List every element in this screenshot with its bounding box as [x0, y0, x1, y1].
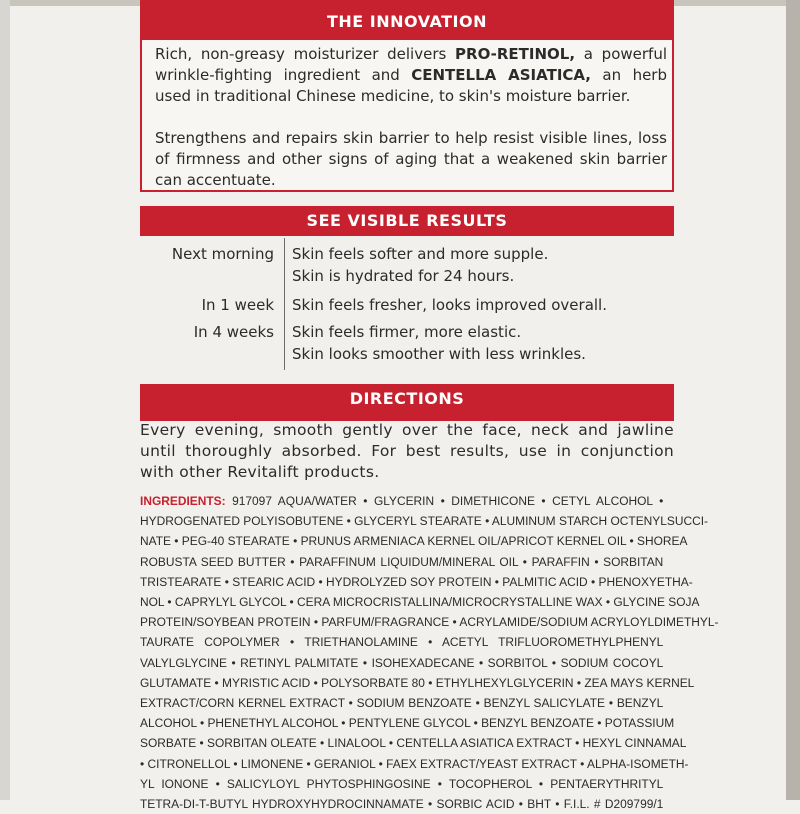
- ingredients-line: TRISTEARATE • STEARIC ACID • HYDROLYZED SOY PROTEIN • PALMITIC ACID • PHENOXYETHA-: [140, 574, 693, 589]
- ingredients-line: EXTRACT/CORN KERNEL EXTRACT • SODIUM BENZOATE • BENZYL SALICYLATE • BENZYL: [140, 696, 664, 711]
- results-banner: [140, 206, 674, 236]
- centella-asiatica-highlight: CENTELLA ASIATICA,: [411, 66, 591, 84]
- innovation-text-1: Rich, non-greasy moisturizer delivers: [155, 45, 456, 63]
- innovation-text-2: a powerful wrinkle-fighting ingredient and: [155, 45, 667, 84]
- ingredients-list: [140, 491, 719, 814]
- ingredients-line: [140, 491, 663, 511]
- ingredients-line: YL IONONE • SALICYLOYL PHYTOSPHINGOSINE • TOCOPHEROL • PENTAERYTHRITYL: [140, 776, 664, 791]
- ingredients-line: PROTEIN/SOYBEAN PROTEIN • PARFUM/FRAGRANCE • ACRYLAMIDE/SODIUM ACRYLOYLDIMETHYL-: [140, 615, 719, 630]
- directions-title: DIRECTIONS: [349, 389, 465, 408]
- directions-text: Every evening, smooth gently over the face, neck and jawline until thoroughly absorbed. For best results, use in conjunction with other Revitalift products.: [140, 421, 674, 481]
- innovation-banner: [140, 0, 674, 40]
- ingredients-label: INGREDIENTS:: [140, 494, 226, 508]
- ingredients-line: HYDROGENATED POLYISOBUTENE • GLYCERYL STEARATE • ALUMINUM STARCH OCTENYLSUCCI-: [140, 514, 709, 529]
- results-divider: [284, 238, 285, 370]
- innovation-text-3: an herb used in traditional Chinese medicine, to skin's moisture barrier.: [155, 66, 667, 105]
- ingredients-line: • CITRONELLOL • LIMONENE • GERANIOL • FAEX EXTRACT/YEAST EXTRACT • ALPHA-ISOMETH-: [140, 756, 689, 771]
- result-value-line: Skin is hydrated for 24 hours.: [292, 267, 515, 285]
- ingredients-line: GLUTAMATE • MYRISTIC ACID • POLYSORBATE 80 • ETHYLHEXYLGLYCERIN • ZEA MAYS KERNEL: [140, 675, 695, 690]
- pro-retinol-highlight: PRO-RETINOL,: [455, 45, 576, 63]
- ingredients-line: TETRA-DI-T-BUTYL HYDROXYHYDROCINNAMATE • SORBIC ACID • BHT • F.I.L. # D209799/1: [140, 797, 664, 812]
- result-label: Next morning: [171, 245, 274, 263]
- result-value-line: Skin feels softer and more supple.: [292, 245, 549, 263]
- innovation-paragraph-2: Strengthens and repairs skin barrier to help resist visible lines, loss of firmness and other signs of aging that a weakened skin barrier can accentuate.: [155, 129, 667, 189]
- ingredients-line: SORBATE • SORBITAN OLEATE • LINALOOL • CENTELLA ASIATICA EXTRACT • HEXYL CINNAMAL: [140, 736, 687, 751]
- result-value-line: Skin looks smoother with less wrinkles.: [292, 345, 586, 363]
- result-label: In 4 weeks: [193, 323, 274, 341]
- result-label: In 1 week: [201, 296, 274, 314]
- ingredients-line: NOL • CAPRYLYL GLYCOL • CERA MICROCRISTALLINA/MICROCRYSTALLINE WAX • GLYCINE SOJA: [140, 595, 700, 610]
- ingredients-line: ALCOHOL • PHENETHYL ALCOHOL • PENTYLENE GLYCOL • BENZYL BENZOATE • POTASSIUM: [140, 716, 675, 731]
- ingredients-line: VALYLGLYCINE • RETINYL PALMITATE • ISOHEXADECANE • SORBITOL • SODIUM COCOYL: [140, 655, 664, 670]
- result-value-line: Skin feels fresher, looks improved overall.: [292, 296, 607, 314]
- ingredients-line-text: 917097 AQUA/WATER • GLYCERIN • DIMETHICONE • CETYL ALCOHOL •: [225, 494, 664, 508]
- package-right-edge: [786, 0, 800, 800]
- results-title: SEE VISIBLE RESULTS: [306, 211, 508, 230]
- innovation-body: [155, 44, 667, 107]
- ingredients-line: TAURATE COPOLYMER • TRIETHANOLAMINE • ACETYL TRIFLUOROMETHYLPHENYL: [140, 635, 664, 650]
- innovation-title: THE INNOVATION: [326, 12, 487, 31]
- ingredients-line: ROBUSTA SEED BUTTER • PARAFFINUM LIQUIDUM/MINERAL OIL • PARAFFIN • SORBITAN: [140, 554, 664, 569]
- directions-banner: [140, 384, 674, 412]
- package-left-edge: [0, 0, 10, 800]
- ingredients-line: NATE • PEG-40 STEARATE • PRUNUS ARMENIACA KERNEL OIL/APRICOT KERNEL OIL • SHOREA: [140, 534, 688, 549]
- result-value-line: Skin feels firmer, more elastic.: [292, 323, 522, 341]
